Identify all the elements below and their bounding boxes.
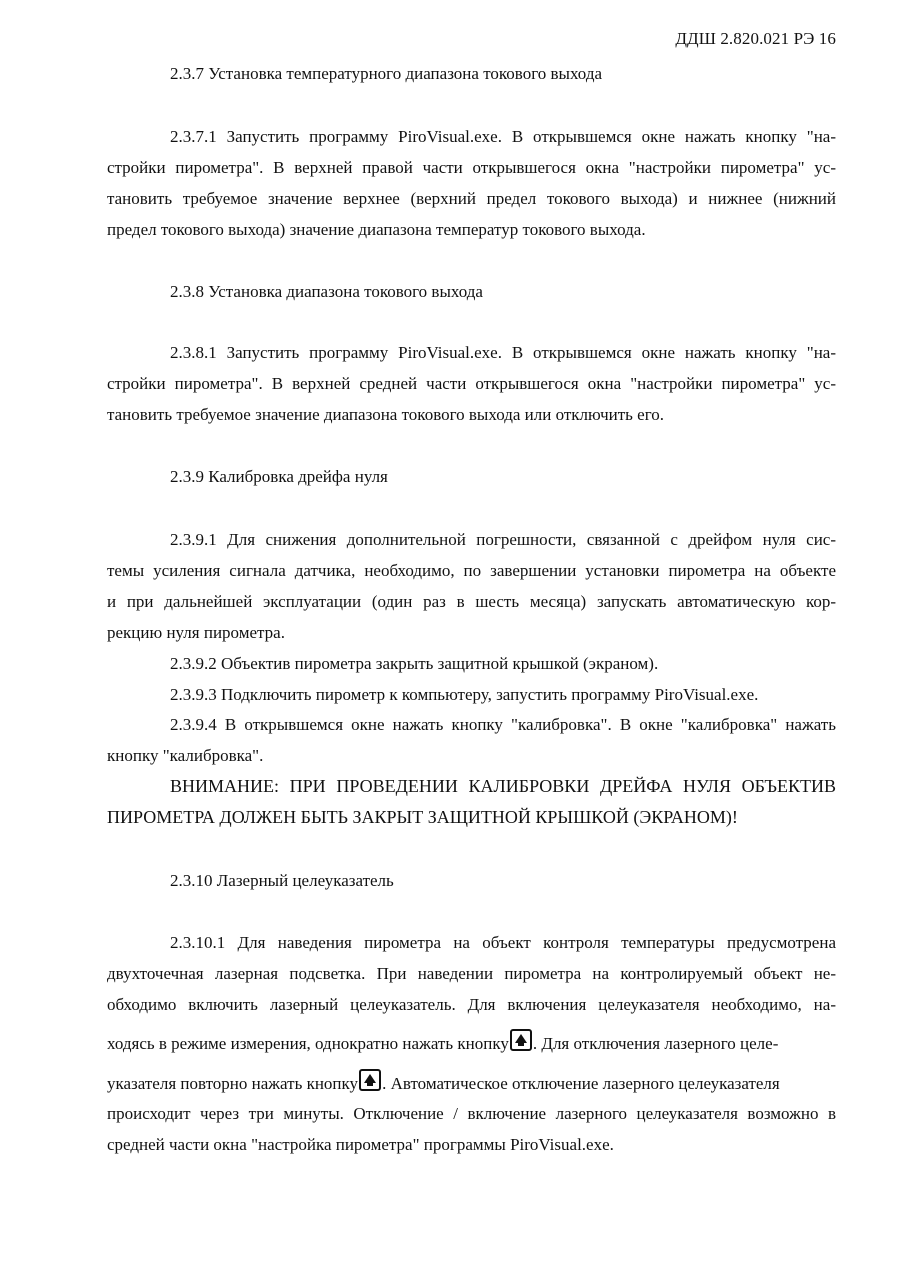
- paragraph-line: предел токового выхода) значение диапазона температур токового выхода.: [107, 220, 646, 239]
- paragraph-line: 2.3.9.1 Для снижения дополнительной погрешности, связанной с дрейфом нуля сис-: [170, 530, 836, 549]
- paragraph-line: 2.3.9.2 Объектив пирометра закрыть защитной крышкой (экраном).: [170, 654, 659, 673]
- text-segment: . Для отключения лазерного целе-: [532, 1034, 779, 1053]
- paragraph-line: двухточечная лазерная подсветка. При наведении пирометра на контролируемый объект не-: [107, 964, 836, 983]
- paragraph-line: стройки пирометра". В верхней правой части открывшегося окна "настройки пирометра" ус-: [107, 158, 836, 177]
- up-triangle-button-icon: [359, 1069, 381, 1091]
- paragraph-line: темы усиления сигнала датчика, необходимо, по завершении установки пирометра на объекте: [107, 561, 836, 580]
- paragraph-line: и при дальнейшей эксплуатации (один раз в шесть месяца) запускать автоматическую кор-: [107, 592, 836, 611]
- paragraph-line: обходимо включить лазерный целеуказатель. Для включения целеуказателя необходимо, на-: [107, 995, 836, 1014]
- paragraph-line-with-icon: [107, 1069, 836, 1095]
- text-segment: . Автоматическое отключение лазерного целеуказателя: [382, 1074, 780, 1093]
- text-segment: ходясь в режиме измерения, однократно нажать кнопку: [107, 1034, 509, 1053]
- paragraph-line: кнопку "калибровка".: [107, 746, 264, 765]
- paragraph-line-with-icon: [107, 1029, 836, 1055]
- paragraph-line: 2.3.7.1 Запустить программу PiroVisual.exe. В открывшемся окне нажать кнопку "на-: [170, 127, 836, 146]
- paragraph-line: стройки пирометра". В верхней средней части открывшегося окна "настройки пирометра" ус-: [107, 374, 836, 393]
- paragraph-line: 2.3.8.1 Запустить программу PiroVisual.exe. В открывшемся окне нажать кнопку "на-: [170, 343, 836, 362]
- paragraph-line: средней части окна "настройка пирометра" программы PiroVisual.exe.: [107, 1135, 614, 1154]
- paragraph-line: 2.3.10.1 Для наведения пирометра на объект контроля температуры предусмотрена: [170, 933, 836, 952]
- paragraph-line: тановить требуемое значение диапазона токового выхода или отключить его.: [107, 405, 665, 424]
- section-heading-2-3-10: 2.3.10 Лазерный целеуказатель: [170, 871, 394, 890]
- paragraph-line: 2.3.9.3 Подключить пирометр к компьютеру, запустить программу PiroVisual.exe.: [170, 685, 759, 704]
- paragraph-line: рекцию нуля пирометра.: [107, 623, 285, 642]
- section-heading-2-3-8: 2.3.8 Установка диапазона токового выхода: [170, 282, 483, 301]
- paragraph-line: происходит через три минуты. Отключение / включение лазерного целеуказателя возможно в: [107, 1104, 836, 1123]
- paragraph-line: 2.3.9.4 В открывшемся окне нажать кнопку "калибровка". В окне "калибровка" нажать: [170, 715, 836, 734]
- paragraph-line: тановить требуемое значение верхнее (верхний предел токового выхода) и нижнее (нижний: [107, 189, 836, 208]
- text-segment: указателя повторно нажать кнопку: [107, 1074, 359, 1093]
- warning-text: ВНИМАНИЕ: ПРИ ПРОВЕДЕНИИ КАЛИБРОВКИ ДРЕЙФА НУЛЯ ОБЪЕКТИВ: [170, 776, 836, 796]
- section-heading-2-3-9: 2.3.9 Калибровка дрейфа нуля: [170, 467, 388, 486]
- warning-text: ПИРОМЕТРА ДОЛЖЕН БЫТЬ ЗАКРЫТ ЗАЩИТНОЙ КРЫШКОЙ (ЭКРАНОМ)!: [107, 807, 738, 827]
- document-header: ДДШ 2.820.021 РЭ 16: [675, 29, 836, 48]
- up-triangle-button-icon: [510, 1029, 532, 1051]
- section-heading-2-3-7: 2.3.7 Установка температурного диапазона токового выхода: [170, 64, 603, 83]
